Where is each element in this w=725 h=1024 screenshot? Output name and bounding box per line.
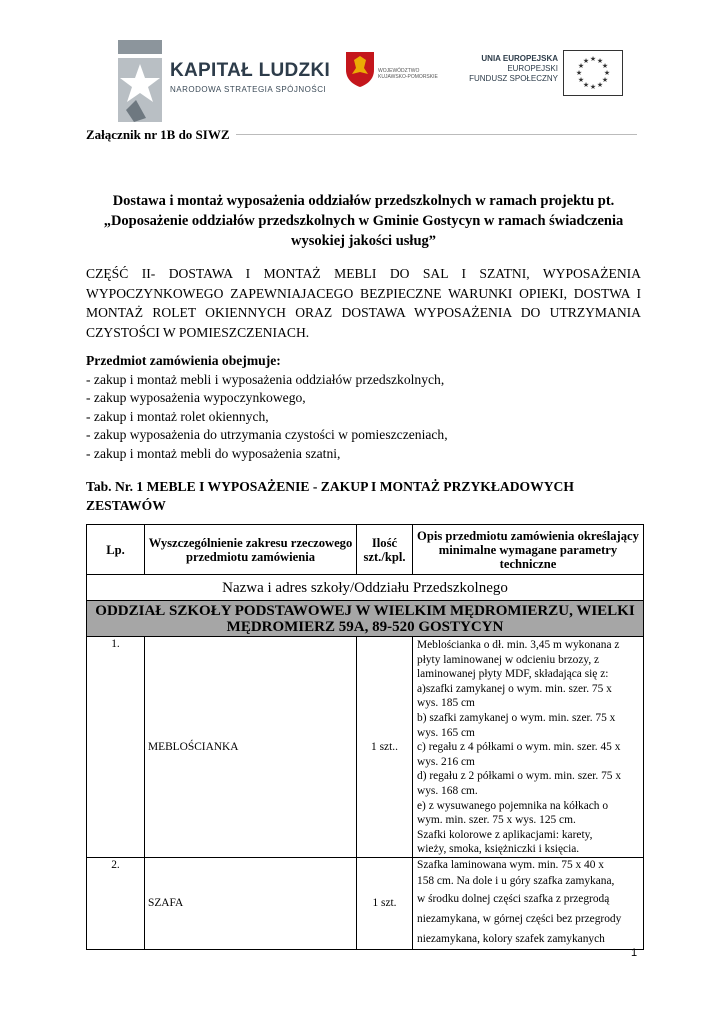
wojewodztwo-crest-icon [344,50,376,88]
row-qty: 1 szt. [357,857,413,949]
desc-line: wym. min. szer. 75 x wys. 125 cm. [417,814,576,827]
scope-item: - zakup i montaż mebli do wyposażenia szatni, [86,445,341,461]
scope-item: - zakup wyposażenia do utrzymania czystości w pomieszczeniach, [86,427,448,443]
desc-line: Szafki kolorowe z aplikacjami: karety, [417,828,593,841]
svg-text:★: ★ [596,81,604,89]
desc-line: wys. 168 cm. [417,784,478,797]
part-line-1: CZĘŚĆ II- DOSTAWA I MONTAŻ MEBLI DO SAL I SZATNI, WYPOSAŻENIA [86,266,641,281]
eu-line3: FUNDUSZ SPOŁECZNY [469,74,558,83]
table-row [87,637,644,858]
svg-text:★: ★ [601,62,609,70]
part-heading [86,264,641,342]
desc-line: wys. 165 cm [417,726,475,739]
svg-text:★: ★ [589,83,597,91]
svg-text:★: ★ [601,76,609,84]
school-row [87,575,644,601]
wojewodztwo-logo [340,46,450,108]
wojewodztwo-text [378,68,438,80]
kapital-ludzki-title: KAPITAŁ LUDZKI [170,60,331,81]
page-number: 1 [631,947,638,959]
header-divider [236,134,637,135]
header-lp: Lp. [87,525,145,575]
svg-text:★: ★ [577,62,585,70]
wojewodztwo-line2: KUJAWSKO-POMORSKIE [378,74,438,80]
kapital-ludzki-subtitle: NARODOWA STRATEGIA SPÓJNOŚCI [170,85,327,94]
desc-line: b) szafki zamykanej o wym. min. szer. 75 x [417,711,616,724]
scope-section [86,352,448,464]
row-desc [413,637,644,858]
desc-line: d) regału z 2 półkami o wym. min. szer. 75 x [417,770,622,783]
title-line-3: wysokiej jakości usług” [290,233,437,249]
kapital-ludzki-logo-icon [116,40,164,122]
title-line-1: Dostawa i montaż wyposażenia oddziałów przedszkolnych w ramach projektu pt. [112,193,615,209]
scope-item: - zakup i montaż rolet okiennych, [86,408,269,424]
eu-text [468,54,558,84]
desc-line: wieży, smoka, księżniczki i księcia. [417,843,580,856]
svg-text:★: ★ [575,69,583,77]
eu-line2: EUROPEJSKI [507,64,558,73]
row-name: SZAFA [145,857,357,949]
svg-text:★: ★ [603,69,611,77]
scope-item: - zakup wyposażenia wypoczynkowego, [86,390,306,406]
header-logos [114,40,634,128]
desc-line: Meblościanka o dł. min. 3,45 m wykonana z [417,639,620,651]
svg-text:★: ★ [577,76,585,84]
desc-line: wys. 216 cm [417,755,475,768]
title-line-2: „Doposażenie oddziałów przedszkolnych w Gminie Gostycyn w ramach świadczenia [103,213,624,229]
table-title-line-2: ZESTAWÓW [86,498,166,513]
equipment-table [86,524,644,950]
header-qty: Ilość szt./kpl. [357,525,413,575]
scope-item: - zakup i montaż mebli i wyposażenia oddziałów przedszkolnych, [86,371,445,387]
row-desc [413,857,644,949]
desc-line: niezamykana, w górnej części bez przegrody [417,912,622,925]
svg-text:★: ★ [596,57,604,65]
desc-line: niezamykana, kolory szafek zamykanych [417,932,605,945]
eu-line1: UNIA EUROPEJSKA [481,54,558,63]
eu-flag-icon [563,50,623,96]
school-cell: Nazwa i adres szkoły/Oddziału Przedszkolnego [87,575,644,601]
department-row [87,601,644,637]
department-line-2: MĘDROMIERZ 59A, 89-520 GOSTYCYN [226,618,504,635]
desc-line: c) regału z 4 półkami o wym. min. szer. 45 x [417,741,621,754]
table-title [86,477,641,515]
desc-line: w środku dolnej części szafka z przegrodą [417,892,610,905]
desc-line: Szafka laminowana wym. min. 75 x 40 x [417,858,604,871]
desc-line: płyty laminowanej w odcieniu brzozy, z [417,653,600,666]
department-cell [87,601,644,637]
table-row [87,857,644,949]
svg-text:★: ★ [582,57,590,65]
department-line-1: ODDZIAŁ SZKOŁY PODSTAWOWEJ W WIELKIM MĘDROMIERZU, WIELKI [95,602,635,619]
document-title [86,191,641,251]
row-lp: 2. [87,857,145,949]
row-name: MEBLOŚCIANKA [145,637,357,858]
table-title-line-1: Tab. Nr. 1 MEBLE I WYPOSAŻENIE - ZAKUP I MONTAŻ PRZYKŁADOWYCH [86,479,574,494]
desc-line: 158 cm. Na dole i u góry szafka zamykana, [417,874,615,887]
svg-text:★: ★ [589,55,597,63]
desc-line: a)szafki zamykanej o wym. min. szer. 75 x [417,682,612,695]
header-item: Wyszczególnienie zakresu rzeczowego przedmiotu zamówienia [145,525,357,575]
annex-label: Załącznik nr 1B do SIWZ [86,127,230,142]
wojewodztwo-line1: WOJEWÓDZTWO [378,68,420,74]
desc-line: e) z wysuwanego pojemnika na kółkach o [417,799,609,812]
part-line-4: CZYSTOŚCI W POMIESZCZENIACH. [86,324,310,340]
part-line-3: MONTAŻ ROLET OKIENNYCH ORAZ DOSTAWA WYPOSAŻENIA DO UTRZYMANIA [86,305,641,320]
table-header-row [87,525,644,575]
part-line-2: WYPOCZYNKOWEGO ZAPEWNIAJACEGO BEZPIECZNE WARUNKI OPIEKI, DOSTWA I [86,285,641,301]
svg-text:★: ★ [582,81,590,89]
row-qty: 1 szt.. [357,637,413,858]
desc-line: wys. 185 cm [417,697,475,710]
row-lp: 1. [87,637,145,858]
desc-line: laminowanej płyty MDF, składająca się z: [417,668,609,681]
scope-heading: Przedmiot zamówienia obejmuje: [86,353,281,368]
header-desc: Opis przedmiotu zamówienia określający minimalne wymagane parametry techniczne [413,525,644,575]
